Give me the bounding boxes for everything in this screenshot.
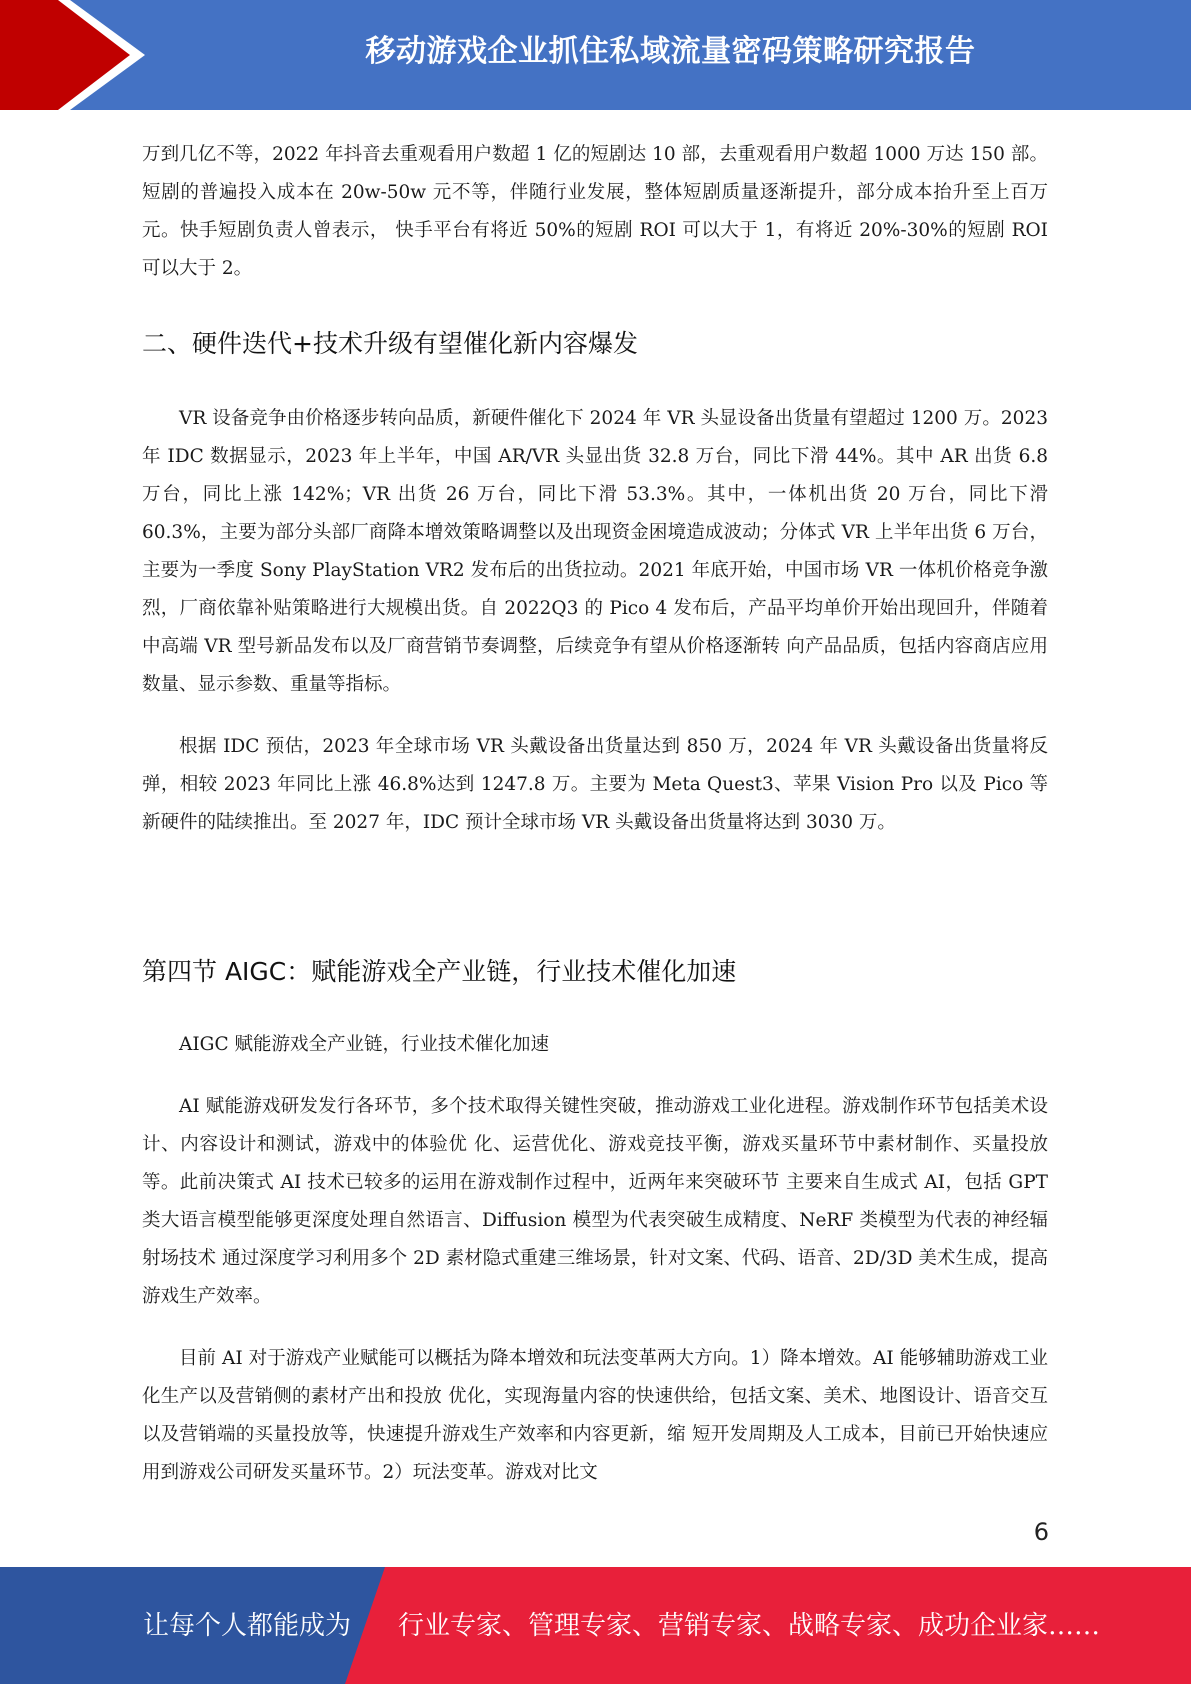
subsection-heading: 二、硬件迭代+技术升级有望催化新内容爆发 [142,329,638,358]
footer-slogan-right: 行业专家、管理专家、营销专家、战略专家、成功企业家…… [398,1611,1101,1641]
ai-paragraph-1: AI 赋能游戏研发发行各环节，多个技术取得关键性突破，推动游戏工业化进程。游戏制作环节包括美术设计、内容设计和测试，游戏中的体验优 化、运营优化、游戏竞技平衡，游戏买量环节中素材制作、买量投放等。此前决策式 AI 技术已较多的运用在游戏制作过程中，近两年来突破环节 主要来自生成式 AI，包括 GPT 类大语言模型能够更深度处理自然语言、Diffusion 模型为代表突破生成精度、NeRF 类模型为代表的神经辐射场技术 通过深度学习利用多个 2D 素材隐式重建三维场景，针对文案、代码、语音、2D/3D 美术生成，提高游戏生产效率。 [142,1096,1048,1307]
vr-paragraph-2: 根据 IDC 预估，2023 年全球市场 VR 头戴设备出货量达到 850 万，2024 年 VR 头戴设备出货量将反弹，相较 2023 年同比上涨 46.8%达到 1247.8 万。主要为 Meta Quest3、苹果 Vision Pro 以及 Pico 等新硬件的陆续推出。至 2027 年，IDC 预计全球市场 VR 头戴设备出货量将达到 3030 万。 [142,736,1048,833]
page-number: 6 [1033,1518,1049,1546]
intro-paragraph: 万到几亿不等，2022 年抖音去重观看用户数超 1 亿的短剧达 10 部，去重观看用户数超 1000 万达 150 部。短剧的普遍投入成本在 20w-50w 元不等，伴随行业发展，整体短剧质量逐渐提升，部分成本抬升至上百万元。快手短剧负责人曾表示， 快手平台有将近 50%的短剧 ROI 可以大于 1，有将近 20%-30%的短剧 ROI 可以大于 2。 [142,144,1048,279]
page-header [0,0,1191,110]
header-arrow-decoration [0,0,160,110]
ai-paragraph-2: 目前 AI 对于游戏产业赋能可以概括为降本增效和玩法变革两大方向。1）降本增效。AI 能够辅助游戏工业化生产以及营销侧的素材产出和投放 优化，实现海量内容的快速供给，包括文案、美术、地图设计、语音交互以及营销端的买量投放等，快速提升游戏生产效率和内容更新，缩 短开发周期及人工成本，目前已开始快速应用到游戏公司研发买量环节。2）玩法变革。游戏对比文 [142,1348,1048,1483]
main-content [142,136,1048,1492]
section-heading: 第四节 AIGC：赋能游戏全产业链，行业技术催化加速 [142,957,737,986]
report-title: 移动游戏企业抓住私域流量密码策略研究报告 [365,34,976,69]
page-footer [0,1567,1191,1684]
footer-slogan-left: 让每个人都能成为 [143,1611,352,1641]
vr-paragraph-1: VR 设备竞争由价格逐步转向品质，新硬件催化下 2024 年 VR 头显设备出货量有望超过 1200 万。2023 年 IDC 数据显示，2023 年上半年，中国 AR/VR 头显出货 32.8 万台，同比下滑 44%。其中 AR 出货 6.8 万台，同比上涨 142%；VR 出货 26 万台，同比下滑 53.3%。其中，一体机出货 20 万台，同比下滑 60.3%，主要为部分头部厂商降本增效策略调整以及出现资金困境造成波动；分体式 VR 上半年出货 6 万台，主要为一季度 Sony PlayStation VR2 发布后的出货拉动。2021 年底开始，中国市场 VR 一体机价格竞争激烈，厂商依靠补贴策略进行大规模出货。自 2022Q3 的 Pico 4 发布后，产品平均单价开始出现回升，伴随着中高端 VR 型号新品发布以及厂商营销节奏调整，后续竞争有望从价格逐渐转 向产品品质，包括内容商店应用数量、显示参数、重量等指标。 [142,408,1048,695]
section-subtitle: AIGC 赋能游戏全产业链，行业技术催化加速 [179,1034,549,1055]
